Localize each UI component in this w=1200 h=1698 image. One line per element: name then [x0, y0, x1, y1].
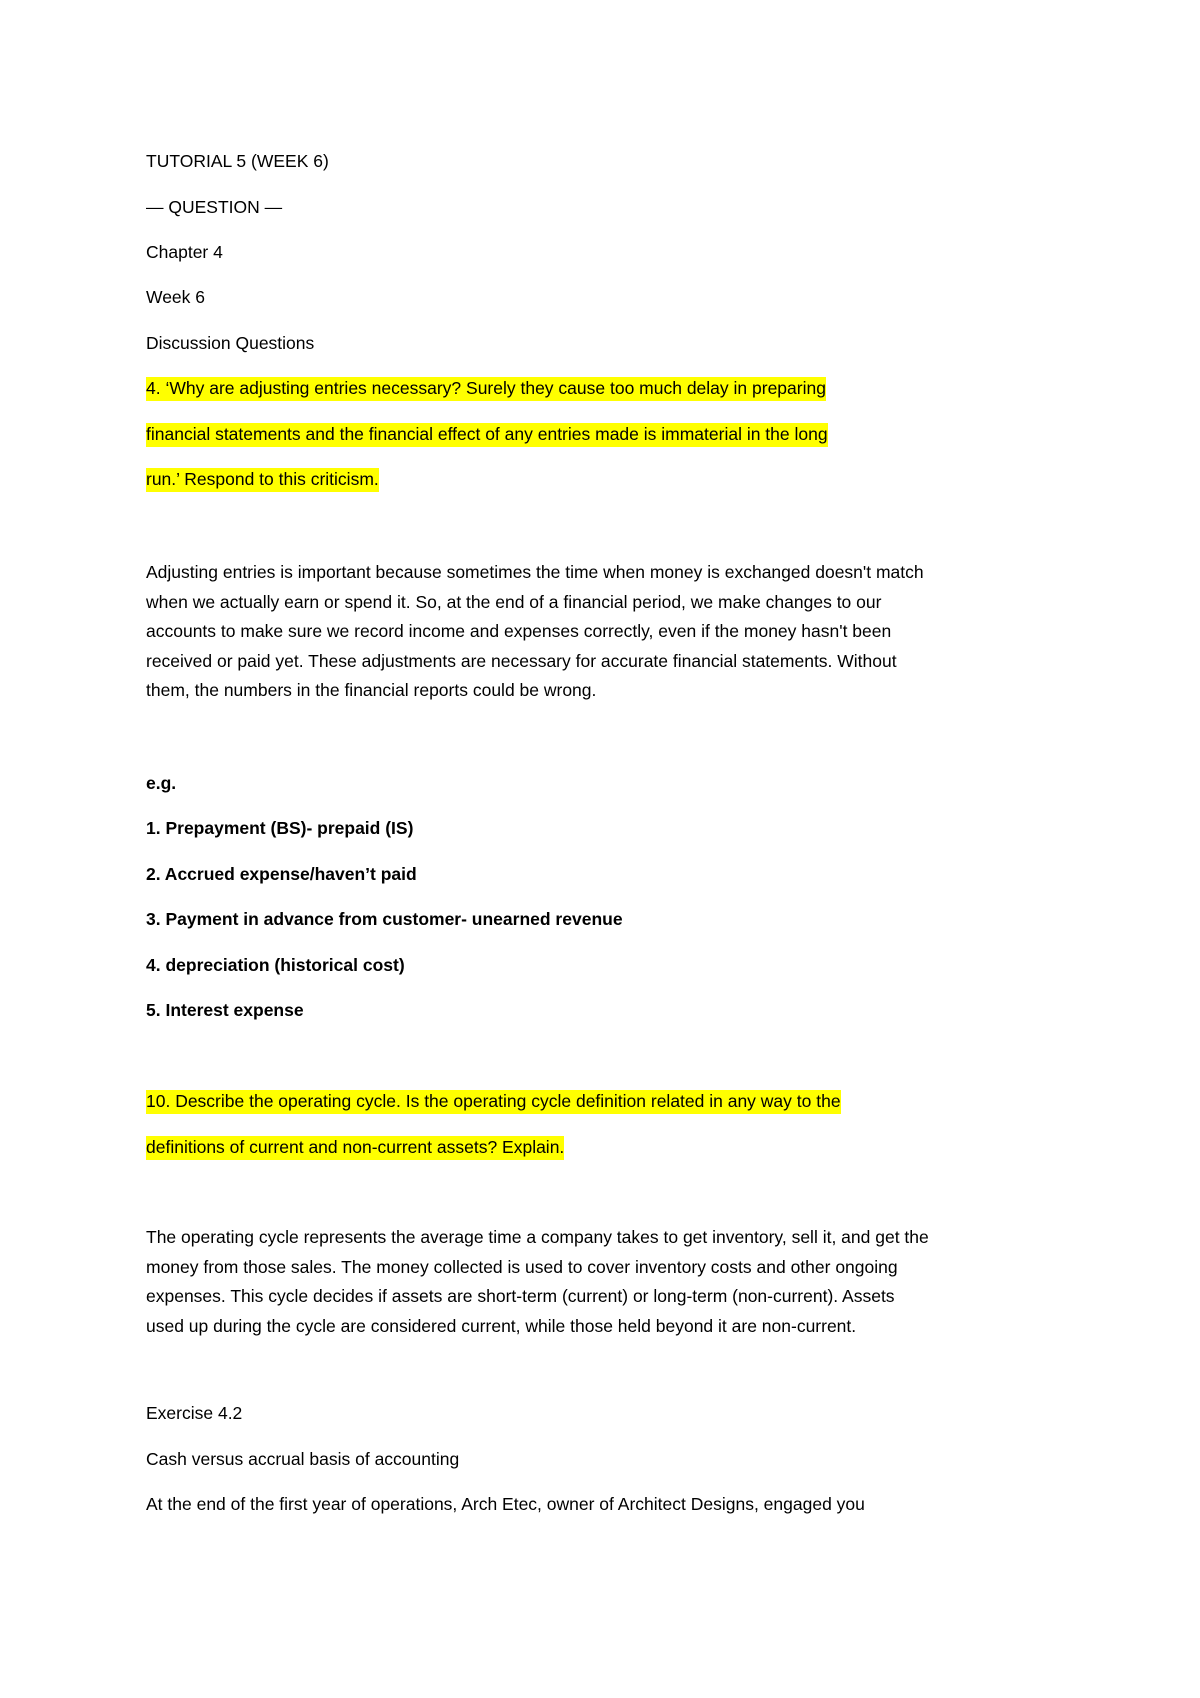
exercise-intro: At the end of the first year of operations, Arch Etec, owner of Architect Designs, engaged you	[146, 1494, 865, 1514]
answer-line: money from those sales. The money collected is used to cover inventory costs and other ongoing	[146, 1256, 898, 1277]
answer-line: used up during the cycle are considered current, while those held beyond it are non-current.	[146, 1315, 857, 1336]
question-4-line	[146, 377, 826, 399]
question-4-line	[146, 468, 379, 490]
question-4-answer	[146, 558, 1066, 706]
example-item: 1. Prepayment (BS)- prepaid (IS)	[146, 818, 414, 838]
question-10-text: definitions of current and non-current assets? Explain.	[146, 1136, 564, 1160]
section-label: — QUESTION —	[146, 197, 283, 217]
examples-label: e.g.	[146, 773, 177, 793]
question-10-text: 10. Describe the operating cycle. Is the operating cycle definition related in any way to the	[146, 1090, 841, 1114]
exercise-subtitle: Cash versus accrual basis of accounting	[146, 1449, 460, 1469]
answer-line: Adjusting entries is important because sometimes the time when money is exchanged doesn't match	[146, 562, 924, 582]
answer-line: expenses. This cycle decides if assets are short-term (current) or long-term (non-current). Assets	[146, 1286, 895, 1306]
example-item: 4. depreciation (historical cost)	[146, 955, 405, 975]
answer-line: received or paid yet. These adjustments are necessary for accurate financial statements. Without	[146, 650, 897, 671]
week-label: Week 6	[146, 287, 206, 307]
document-title: TUTORIAL 5 (WEEK 6)	[146, 151, 329, 171]
example-item: 5. Interest expense	[146, 1000, 304, 1020]
example-item: 2. Accrued expense/haven’t paid	[146, 864, 417, 884]
chapter-label: Chapter 4	[146, 242, 223, 262]
question-10-answer	[146, 1223, 1066, 1341]
question-4-text: financial statements and the financial effect of any entries made is immaterial in the long	[146, 423, 828, 447]
question-10-line	[146, 1136, 564, 1158]
discussion-heading: Discussion Questions	[146, 333, 315, 353]
exercise-title: Exercise 4.2	[146, 1403, 243, 1423]
answer-line: when we actually earn or spend it. So, at the end of a financial period, we make changes to our	[146, 591, 882, 612]
answer-line: them, the numbers in the financial reports could be wrong.	[146, 680, 597, 700]
example-item: 3. Payment in advance from customer- unearned revenue	[146, 909, 623, 929]
question-4-text: run.’ Respond to this criticism.	[146, 468, 379, 492]
answer-line: accounts to make sure we record income and expenses correctly, even if the money hasn't been	[146, 621, 892, 641]
question-10-line	[146, 1090, 841, 1112]
answer-line: The operating cycle represents the average time a company takes to get inventory, sell it, and get the	[146, 1227, 929, 1247]
question-4-text: 4. ‘Why are adjusting entries necessary? Surely they cause too much delay in preparing	[146, 377, 826, 401]
question-4-line	[146, 423, 828, 445]
